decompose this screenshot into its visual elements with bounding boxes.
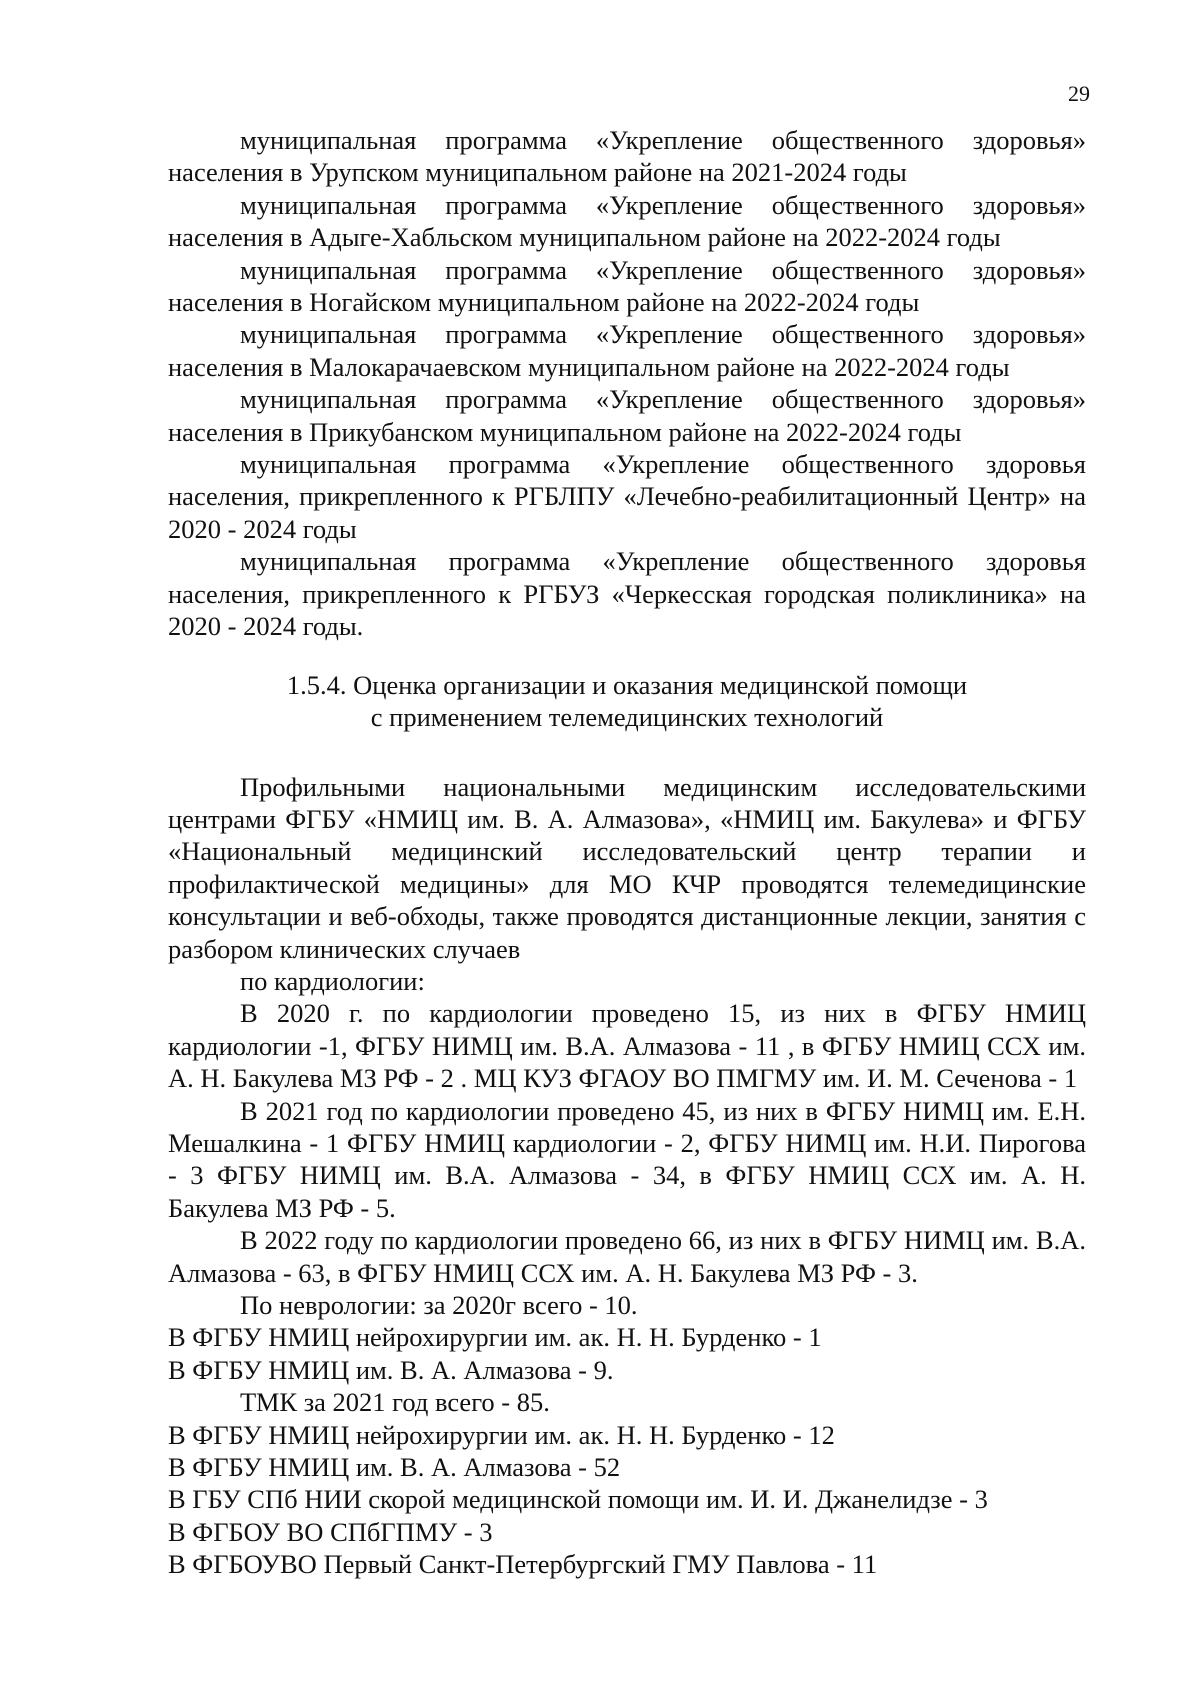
cardiology-2020-paragraph: В 2020 г. по кардиологии проведено 15, из них в ФГБУ НМИЦ кардиологии -1, ФГБУ НИМЦ им. В.А. Алмазова - 11 , в ФГБУ НМИЦ ССХ им. А. Н. Бакулева МЗ РФ - 2 . МЦ КУЗ ФГАОУ ВО ПМГМУ им. И. М. Сеченова - 1 — [168, 998, 1086, 1094]
intro-paragraph: Профильными национальными медицинским исследовательскими центрами ФГБУ «НМИЦ им. В. А. Алмазова», «НМИЦ им. Бакулева» и ФГБУ «Национальный медицинский исследовательский центр терапии и профилактической медицины» для МО КЧР проводятся телемедицинские консультации и веб-обходы, также проводятся дистанционные лекции, занятия с разбором клинических случаев — [168, 771, 1086, 964]
tmk-list-item: В ФГБУ НМИЦ нейрохирургии им. ак. Н. Н. Бурденко - 12 — [168, 1419, 835, 1450]
program-item: муниципальная программа «Укрепление общественного здоровья населения, прикрепленного к РГБЛПУ «Лечебно-реабилитационный Центр» на 2020 - 2024 годы — [168, 449, 1086, 544]
section-heading-line-1: 1.5.4. Оценка организации и оказания медицинской помощи — [286, 669, 968, 700]
program-item: муниципальная программа «Укрепление общественного здоровья» населения в Ногайском муниципальном районе на 2022-2024 годы — [168, 254, 1086, 318]
page-number: 29 — [1068, 81, 1090, 106]
program-item: муниципальная программа «Укрепление общественного здоровья» населения в Малокарачаевском муниципальном районе на 2022-2024 годы — [168, 319, 1086, 382]
program-item: муниципальная программа «Укрепление общественного здоровья» населения в Прикубанском муниципальном районе на 2022-2024 годы — [168, 384, 1086, 447]
tmk-2021-line: ТМК за 2021 год всего - 85. — [240, 1387, 550, 1418]
tmk-list-item: В ФГБУ НМИЦ им. В. А. Алмазова - 52 — [168, 1452, 621, 1483]
cardiology-2022-paragraph: В 2022 году по кардиологии проведено 66, из них в ФГБУ НИМЦ им. В.А. Алмазова - 63, в ФГБУ НМИЦ ССХ им. А. Н. Бакулева МЗ РФ - 3. — [168, 1225, 1086, 1288]
cardiology-2021-paragraph: В 2021 год по кардиологии проведено 45, из них в ФГБУ НИМЦ им. Е.Н. Мешалкина - 1 ФГБУ НМИЦ кардиологии - 2, ФГБУ НИМЦ им. Н.И. Пирогова - 3 ФГБУ НИМЦ им. В.А. Алмазова - 34, в ФГБУ НМИЦ ССХ им. А. Н. Бакулева МЗ РФ - 5. — [168, 1095, 1086, 1223]
program-item: муниципальная программа «Укрепление общественного здоровья населения, прикрепленного к РГБУЗ «Черкесская городская поликлиника» на 2020 - 2024 годы. — [168, 546, 1086, 642]
neurology-2020-line: По неврологии: за 2020г всего - 10. — [240, 1290, 638, 1320]
program-item: муниципальная программа «Укрепление общественного здоровья» населения в Урупском муниципальном районе на 2021-2024 годы — [168, 125, 1086, 188]
tmk-list-item: В ФГБОУВО Первый Санкт-Петербургский ГМУ Павлова - 11 — [168, 1549, 878, 1580]
section-heading-line-2: с применением телемедицинских технологий — [370, 701, 884, 732]
cardiology-label: по кардиологии: — [240, 965, 425, 996]
neurology-list-item: В ФГБУ НМИЦ им. В. А. Алмазова - 9. — [168, 1354, 614, 1385]
neurology-list-item: В ФГБУ НМИЦ нейрохирургии им. ак. Н. Н. Бурденко - 1 — [168, 1322, 822, 1353]
tmk-list-item: В ФГБОУ ВО СПбГПМУ - 3 — [168, 1516, 493, 1547]
tmk-list-item: В ГБУ СПб НИИ скорой медицинской помощи им. И. И. Джанелидзе - 3 — [168, 1484, 988, 1515]
text-block — [168, 124, 1086, 1581]
section-heading — [168, 669, 1086, 733]
program-item: муниципальная программа «Укрепление общественного здоровья» населения в Адыге-Хабльском муниципальном районе на 2022-2024 годы — [168, 189, 1086, 253]
